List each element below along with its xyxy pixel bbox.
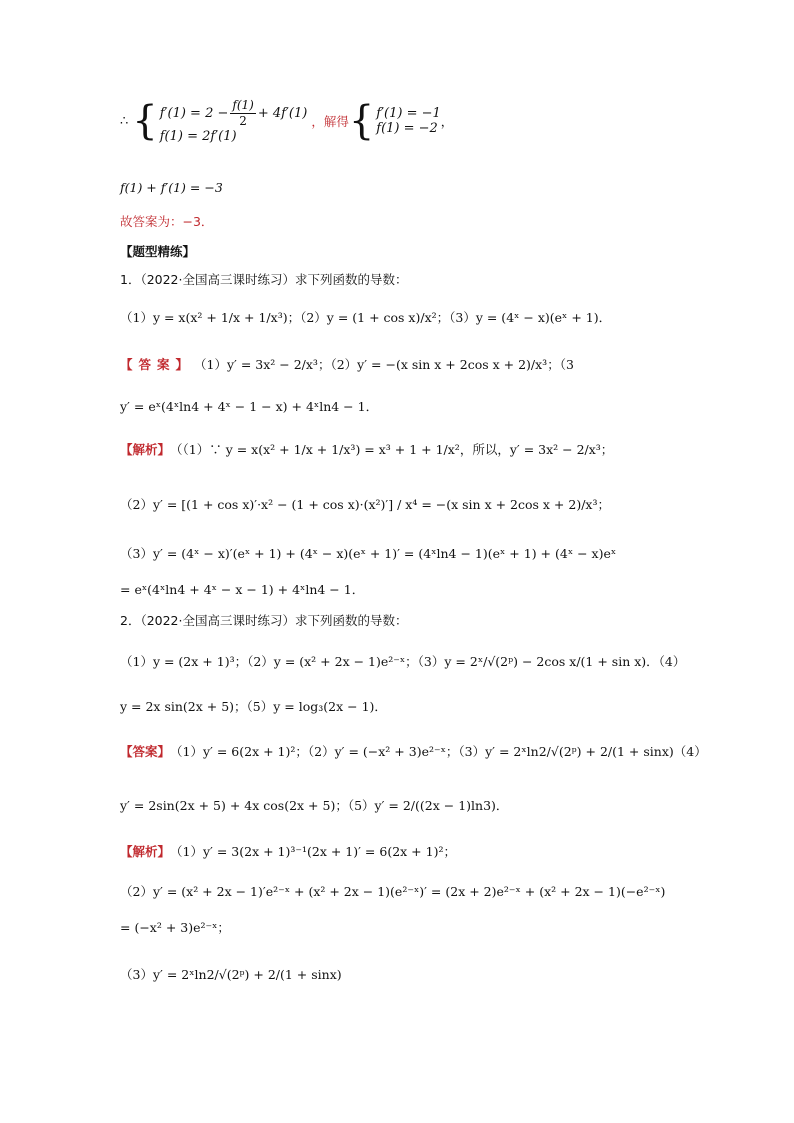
sys2-line1: f′(1) = −1 — [376, 106, 441, 121]
q1-analysis-line4: = eˣ(4ˣln4 + 4ˣ − x − 1) + 4ˣln4 − 1． — [120, 582, 365, 597]
q2-answer-text1: （1）y′ = 6(2x + 1)²；（2）y′ = (−x² + 3)e²⁻ˣ；（3）y′ = 2ˣln2/√(2ᵖ) + 2/(1 + sinx)（4） — [170, 744, 707, 759]
q1-stem: 1．（2022·全国高三课时练习）求下列函数的导数： — [120, 272, 408, 287]
q1-parts: （1）y = x(x² + 1/x + 1/x³)；（2）y = (1 + cos x)/x²；（3）y = (4ˣ − x)(eˣ + 1)． — [120, 310, 612, 325]
q2-parts2: y = 2x sin(2x + 5)；（5）y = log₃(2x − 1)． — [120, 699, 387, 714]
therefore-symbol: ∴ — [120, 113, 129, 129]
q2-analysis-line3: = (−x² + 3)e²⁻ˣ； — [120, 920, 230, 935]
sys1-line1-b: + 4f′(1) — [257, 105, 308, 121]
section-title: 【题型精练】 — [120, 244, 196, 259]
q2-analysis-label: 【解析】 — [120, 844, 171, 859]
q1-answer-line2: y′ = eˣ(4ˣln4 + 4ˣ − 1 − x) + 4ˣln4 − 1． — [120, 399, 379, 414]
q1-answer-line1 — [120, 355, 574, 373]
q2-analysis-line1 — [120, 842, 456, 860]
sum-equation: f(1) + f′(1) = −3 — [120, 180, 223, 195]
q1-analysis-line2: （2）y′ = [(1 + cos x)′·x² − (1 + cos x)·(x²)′] / x⁴ = −(x sin x + 2cos x + 2)/x³； — [120, 497, 610, 512]
sum-line — [120, 180, 223, 195]
q2-analysis-text1: （1）y′ = 3(2x + 1)³⁻¹(2x + 1)′ = 6(2x + 1)²； — [170, 844, 456, 859]
left-brace: { — [132, 98, 158, 144]
sys1-line1-a: f′(1) = 2 − — [159, 105, 229, 121]
q2-stem: 2．（2022·全国高三课时练习）求下列函数的导数： — [120, 613, 408, 628]
q2-analysis-line2: （2）y′ = (x² + 2x − 1)′e²⁻ˣ + (x² + 2x − 1)(e²⁻ˣ)′ = (2x + 2)e²⁻ˣ + (x² + 2x − 1)(−e²⁻ˣ) — [120, 884, 666, 899]
sys1-fraction: $\frac{f(1)}{2}$ — [232, 98, 254, 128]
q1-analysis-line1 — [120, 440, 613, 458]
system-line — [120, 98, 453, 144]
q2-parts1: （1）y = (2x + 1)³；（2）y = (x² + 2x − 1)e²⁻ˣ；（3）y = 2ˣ/√(2ᵖ) − 2cos x/(1 + sin x)．（4） — [120, 654, 686, 669]
q1-analysis-label: 【解析】 — [120, 442, 171, 457]
sys2-tail: ， — [440, 114, 454, 129]
q1-analysis-text1: （（1）∵ y = x(x² + 1/x + 1/x³) = x³ + 1 + 1/x²，所以，y′ = 3x² − 2/x³； — [170, 442, 614, 457]
solve-label: ，解得 — [311, 114, 349, 129]
q2-answer-label: 【答案】 — [120, 744, 171, 759]
q2-analysis-line4: （3）y′ = 2ˣln2/√(2ᵖ) + 2/(1 + sinx) — [120, 967, 342, 982]
sys2-line2: f(1) = −2 — [376, 121, 438, 136]
q1-answer-text1: （1）y′ = 3x² − 2/x³；（2）y′ = −(x sin x + 2cos x + 2)/x³；（3 — [194, 357, 574, 372]
answer-text: 故答案为：−3． — [120, 214, 214, 229]
left-brace-2: { — [348, 98, 375, 144]
q2-answer-line1 — [120, 742, 707, 760]
q1-analysis-line3: （3）y′ = (4ˣ − x)′(eˣ + 1) + (4ˣ − x)(eˣ + 1)′ = (4ˣln4 − 1)(eˣ + 1) + (4ˣ − x)eˣ — [120, 546, 617, 561]
equation-system-1 — [160, 98, 308, 144]
q2-answer-line2: y′ = 2sin(2x + 5) + 4x cos(2x + 5)；（5）y′ = 2/((2x − 1)ln3)． — [120, 798, 509, 813]
q1-answer-label: 【答案】 — [120, 357, 195, 372]
equation-system-2 — [376, 106, 441, 136]
sys1-line2: f(1) = 2f′(1) — [159, 129, 237, 144]
